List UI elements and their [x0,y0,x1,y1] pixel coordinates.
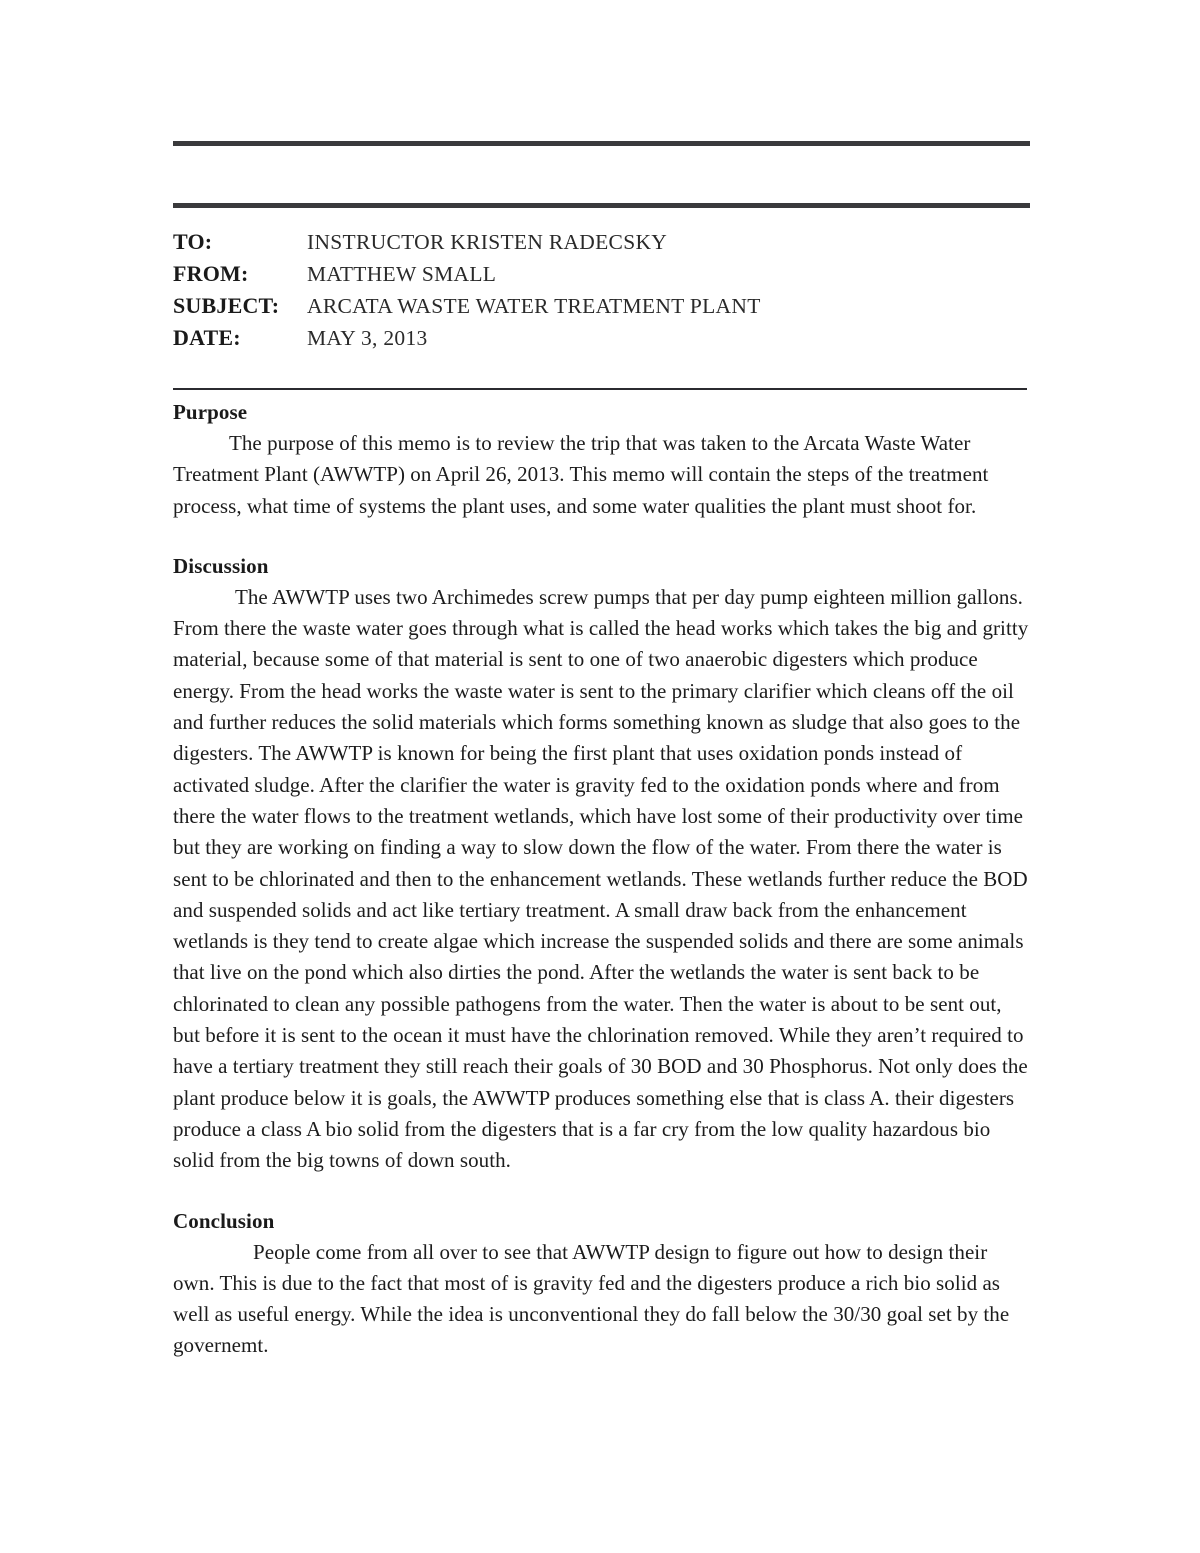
document-content [173,0,1030,1362]
memo-value-from: MATTHEW SMALL [307,262,497,286]
memo-label-from: FROM: [173,261,249,286]
purpose-rule-spacer [173,354,1030,388]
memo-row-from [173,258,1030,290]
paragraph-conclusion: People come from all over to see that AWWTP design to figure out how to design their own. This is due to the fact that most of is gravity fed and the digesters produce a rich bio solid as well as useful energy. While the idea is unconventional they do fall below the 30/30 goal set by the governemt. [173,1239,1010,1358]
heading-purpose: Purpose [173,400,248,424]
paragraph-purpose: The purpose of this memo is to review the trip that was taken to the Arcata Waste Water Treatment Plant (AWWTP) on April 26, 2013. This memo will contain the steps of the treatment process, what time of systems the plant uses, and some water qualities the plant must shoot for. [173,431,989,518]
memo-row-date [173,322,1030,354]
purpose-heading-spacer [173,390,1030,398]
memo-row-subject [173,290,1030,322]
memo-label-date: DATE: [173,325,241,350]
heading-conclusion: Conclusion [173,1208,275,1233]
memo-value-to: INSTRUCTOR KRISTEN RADECSKY [307,230,668,254]
heading-discussion: Discussion [173,553,269,578]
memo-header-block [173,226,1030,354]
section-gap-conclusion [173,1177,1030,1207]
rule-spacer [173,146,1030,203]
paragraph-discussion: The AWWTP uses two Archimedes screw pumps that per day pump eighteen million gallons. From there the waste water goes through what is called the head works which takes the big and gritty material, because some of that material is sent to one of two anaerobic digesters which produce energy. From the head works the waste water is sent to the primary clarifier which cleans off the oil and further reduces the solid materials which forms something known as sludge that also goes to the digesters. The AWWTP is known for being the first plant that uses oxidation ponds instead of activated sludge. After the clarifier the water is gravity fed to the oxidation ponds where and from there the water flows to the treatment wetlands, which have lost some of their productivity over time but they are working on finding a way to slow down the flow of the water. From there the water is sent to be chlorinated and then to the enhancement wetlands. These wetlands further reduce the BOD and suspended solids and act like tertiary treatment. A small draw back from the enhancement wetlands is they tend to create algae which increase the suspended solids and there are some animals that live on the pond which also dirties the pond. After the wetlands the water is sent back to be chlorinated to clean any possible pathogens from the water. Then the water is about to be sent out, but before it is sent to the ocean it must have the chlorination removed. While they aren’t required to have a tertiary treatment they still reach their goals of 30 BOD and 30 Phosphorus. Not only does the plant produce below it is goals, the AWWTP produces something else that is class A. their digesters produce a class A bio solid from the digesters that is a far cry from the low quality hazardous bio solid from the big towns of down south. [173,584,1029,1173]
top-margin-spacer [173,0,1030,141]
section-gap-discussion [173,522,1030,552]
memo-label-subject: SUBJECT: [173,293,280,318]
memo-row-to [173,226,1030,258]
memo-label-to: TO: [173,229,213,254]
memo-value-date: MAY 3, 2013 [307,326,428,350]
header-spacer [173,208,1030,226]
memo-value-subject: ARCATA WASTE WATER TREATMENT PLANT [307,294,761,318]
